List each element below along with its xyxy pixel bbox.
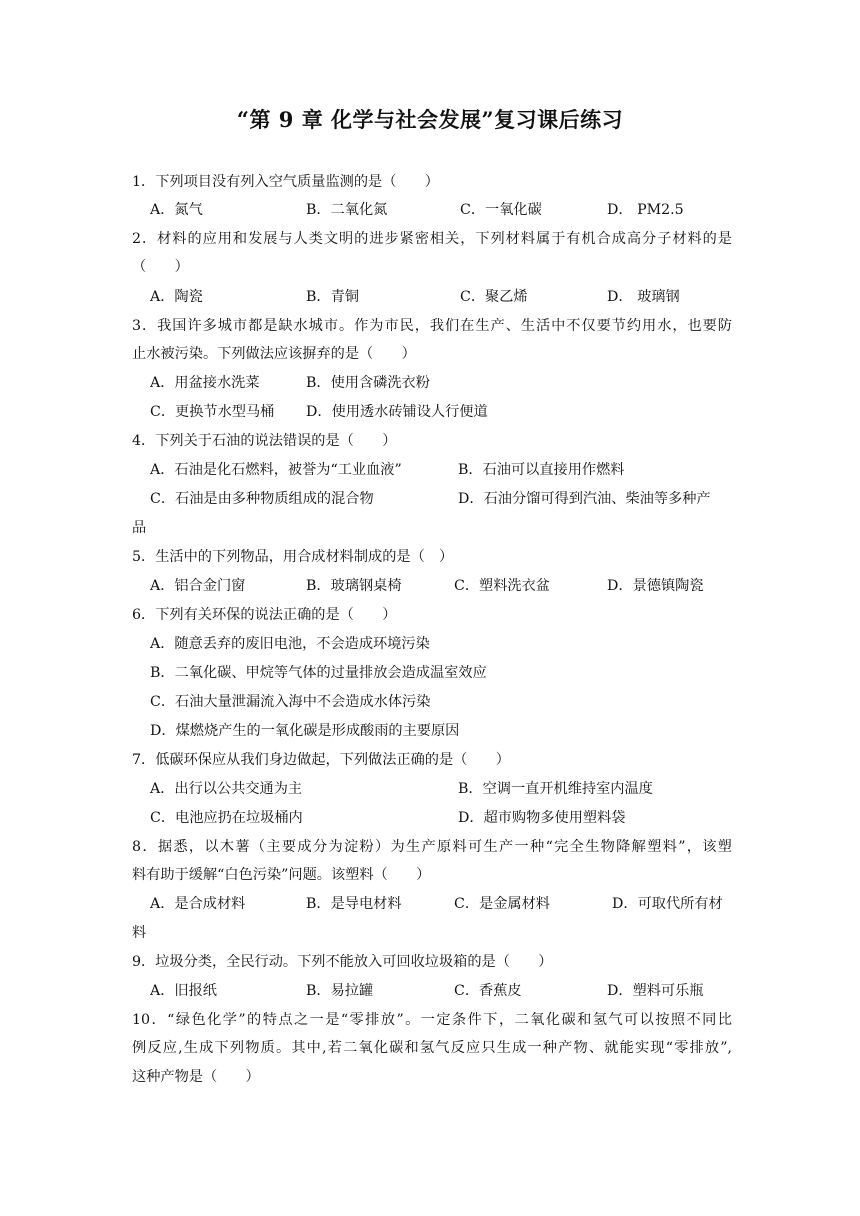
question-3-stem-line-2: 止水被污染。下列做法应该摒弃的是（ ） [132,346,416,362]
question-6-option-d: D．煤燃烧产生的一氧化碳是形成酸雨的主要原因 [150,723,460,739]
question-9-option-c: C．香蕉皮 [454,983,522,999]
question-6-option-a: A．随意丢弃的废旧电池，不会造成环境污染 [150,636,430,652]
question-4-option-b: B．石油可以直接用作燃料 [458,462,625,478]
question-4-option-c: C．石油是由多种物质组成的混合物 [150,491,374,507]
question-5-stem: 5．生活中的下列物品，用合成材料制成的是（ ） [132,549,454,565]
question-1-option-c: C．一氧化碳 [460,202,542,218]
question-3-stem-line-1: 3．我国许多城市都是缺水城市。作为市民，我们在生产、生活中不仅要节约用水，也要防 [132,318,732,334]
question-8-option-d-wrap: 料 [132,925,147,941]
question-2-option-a: A．陶瓷 [150,289,203,305]
question-9-stem: 9．垃圾分类，全民行动。下列不能放入可回收垃圾箱的是（ ） [132,954,553,970]
question-9-option-d: D．塑料可乐瓶 [607,983,704,999]
question-4-option-d: D．石油分馏可得到汽油、柴油等多种产 [458,491,711,507]
page-title: “第 9 章 化学与社会发展”复习课后练习 [236,107,624,132]
question-5-option-a: A．铝合金门窗 [150,578,246,594]
question-4-stem: 4．下列关于石油的说法错误的是（ ） [132,433,397,449]
question-4-option-d-wrap: 品 [132,520,147,536]
question-5-option-c: C．塑料洗衣盆 [454,578,550,594]
question-7-option-c: C．电池应扔在垃圾桶内 [150,810,303,826]
question-10-stem-line-1: 10．“绿色化学”的特点之一是“零排放”。一定条件下，二氧化碳和氢气可以按照不同比 [132,1012,732,1028]
question-7-option-a: A．出行以公共交通为主 [150,781,303,797]
question-2-stem-line-2: （ ） [132,259,189,275]
question-1-option-b: B．二氧化氮 [306,202,388,218]
question-2-stem-line-1: 2．材料的应用和发展与人类文明的进步紧密相关，下列材料属于有机合成高分子材料的是 [132,231,732,247]
question-2-option-c: C．聚乙烯 [460,289,528,305]
question-8-option-a: A．是合成材料 [150,896,246,912]
question-1-option-a: A．氮气 [150,202,203,218]
question-5-option-b: B．玻璃钢桌椅 [306,578,402,594]
question-8-option-d: D．可取代所有材 [612,896,723,912]
question-6-option-c: C．石油大量泄漏流入海中不会造成水体污染 [150,694,431,710]
question-10-stem-line-3: 这种产物是（ ） [132,1069,260,1085]
question-2-option-d: D． 玻璃钢 [607,289,680,305]
question-9-option-a: A．旧报纸 [150,983,217,999]
question-8-option-c: C．是金属材料 [454,896,550,912]
question-3-option-d: D．使用透水砖铺设人行便道 [306,404,488,420]
question-6-stem: 6．下列有关环保的说法正确的是（ ） [132,607,397,623]
question-5-option-d: D．景德镇陶瓷 [607,578,704,594]
question-7-option-d: D．超市购物多使用塑料袋 [458,810,626,826]
question-3-option-a: A．用盆接水洗菜 [150,375,260,391]
question-3-option-b: B．使用含磷洗衣粉 [306,375,430,391]
question-7-option-b: B．空调一直开机维持室内温度 [458,781,653,797]
question-6-option-b: B．二氧化碳、甲烷等气体的过量排放会造成温室效应 [150,665,487,681]
question-1-option-d: D． PM2.5 [607,202,684,218]
question-2-option-b: B．青铜 [306,289,359,305]
question-7-stem: 7．低碳环保应从我们身边做起，下列做法正确的是（ ） [132,752,510,768]
question-10-stem-line-2: 例反应,生成下列物质。其中,若二氧化碳和氢气反应只生成一种产物、就能实现“零排放”, [132,1040,732,1056]
question-8-option-b: B．是导电材料 [306,896,402,912]
question-3-option-c: C．更换节水型马桶 [150,404,275,420]
question-9-option-b: B．易拉罐 [306,983,374,999]
question-8-stem-line-2: 料有助于缓解“白色污染”问题。该塑料（ ） [132,867,431,883]
question-8-stem-line-1: 8．据悉，以木薯（主要成分为淀粉）为生产原料可生产一种“完全生物降解塑料”，该塑 [132,839,732,855]
question-4-option-a: A．石油是化石燃料，被誉为“工业血液” [150,462,402,478]
question-1-stem: 1．下列项目没有列入空气质量监测的是（ ） [132,174,439,190]
